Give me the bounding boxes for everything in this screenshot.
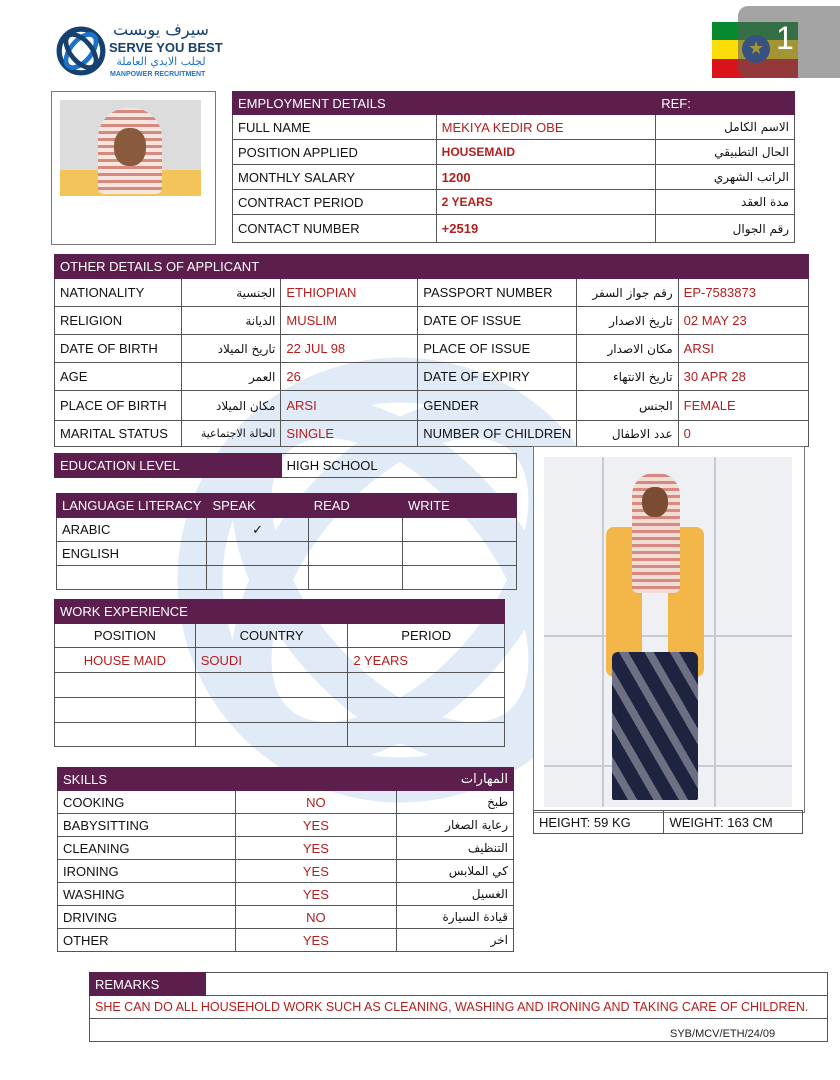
gender-label: GENDER xyxy=(418,391,577,421)
issue-place-label: PLACE OF ISSUE xyxy=(418,335,577,363)
document-code: SYB/MCV/ETH/24/09 xyxy=(670,1028,776,1040)
salary-label-ar: الراتب الشهري xyxy=(656,165,795,190)
skill-value: YES xyxy=(235,929,396,952)
skills-table xyxy=(57,767,514,952)
language-cell xyxy=(308,566,402,590)
employment-header: EMPLOYMENT DETAILS xyxy=(233,92,656,115)
speak-header: SPEAK xyxy=(207,494,308,518)
religion-label: RELIGION xyxy=(55,307,182,335)
remarks-header: REMARKS xyxy=(90,973,206,996)
skill-value: YES xyxy=(235,837,396,860)
language-cell xyxy=(402,518,516,542)
work-position: HOUSE MAID xyxy=(55,648,196,673)
other-details-header: OTHER DETAILS OF APPLICANT xyxy=(55,255,418,279)
nationality-label-ar: الجنسية xyxy=(181,279,281,307)
language-cell xyxy=(308,542,402,566)
full-name-label: FULL NAME xyxy=(233,115,437,140)
age-label-ar: العمر xyxy=(181,363,281,391)
logo-arabic: سيرف يوبست xyxy=(113,20,209,39)
birth-place-value: ARSI xyxy=(281,391,418,421)
passport-label-ar: رقم جواز السفر xyxy=(577,279,678,307)
marital-label-ar: الحالة الاجتماعية xyxy=(181,421,281,447)
work-position xyxy=(55,698,196,723)
position-label-ar: الحال التطبيقي xyxy=(656,140,795,165)
skill-name-ar: الغسيل xyxy=(397,883,514,906)
work-country xyxy=(195,723,348,747)
weight-value: WEIGHT: 163 CM xyxy=(664,811,803,834)
table-row xyxy=(58,837,514,860)
work-col-period: PERIOD xyxy=(348,624,505,648)
education-value: HIGH SCHOOL xyxy=(281,454,516,478)
passport-label: PASSPORT NUMBER xyxy=(418,279,577,307)
religion-label-ar: الديانة xyxy=(181,307,281,335)
language-cell xyxy=(308,518,402,542)
skill-name: WASHING xyxy=(58,883,236,906)
work-position xyxy=(55,723,196,747)
skill-name: DRIVING xyxy=(58,906,236,929)
work-country xyxy=(195,673,348,698)
page-number: 1 xyxy=(776,20,794,56)
gender-value: FEMALE xyxy=(678,391,808,421)
table-row xyxy=(57,518,517,542)
company-logo xyxy=(55,22,225,82)
employment-details-table xyxy=(232,91,795,243)
table-row xyxy=(55,648,505,673)
table-row xyxy=(55,673,505,698)
skill-value: NO xyxy=(235,791,396,814)
ref-label: REF: xyxy=(656,92,795,115)
skills-header: SKILLS xyxy=(58,768,397,791)
contract-value: 2 YEARS xyxy=(436,190,656,215)
nationality-label: NATIONALITY xyxy=(55,279,182,307)
skill-name: IRONING xyxy=(58,860,236,883)
work-position xyxy=(55,673,196,698)
issue-place-value: ARSI xyxy=(678,335,808,363)
logo-tagline: MANPOWER RECRUITMENT xyxy=(110,71,206,78)
full-body-photo xyxy=(533,446,805,813)
table-row xyxy=(55,723,505,747)
work-period xyxy=(348,673,505,698)
skill-value: YES xyxy=(235,814,396,837)
contract-label: CONTRACT PERIOD xyxy=(233,190,437,215)
contact-label: CONTACT NUMBER xyxy=(233,215,437,243)
language-name: ARABIC xyxy=(57,518,207,542)
work-country xyxy=(195,698,348,723)
work-period xyxy=(348,698,505,723)
issue-date-label: DATE OF ISSUE xyxy=(418,307,577,335)
expiry-value: 30 APR 28 xyxy=(678,363,808,391)
work-period xyxy=(348,723,505,747)
table-row xyxy=(58,814,514,837)
skill-name: OTHER xyxy=(58,929,236,952)
issue-date-value: 02 MAY 23 xyxy=(678,307,808,335)
table-row xyxy=(57,566,517,590)
language-name xyxy=(57,566,207,590)
portrait-photo xyxy=(51,91,216,245)
skill-value: YES xyxy=(235,860,396,883)
religion-value: MUSLIM xyxy=(281,307,418,335)
logo-emblem-icon xyxy=(55,25,107,77)
full-name-value: MEKIYA KEDIR OBE xyxy=(436,115,656,140)
salary-label: MONTHLY SALARY xyxy=(233,165,437,190)
education-table xyxy=(54,453,517,478)
read-header: READ xyxy=(308,494,402,518)
education-label: EDUCATION LEVEL xyxy=(55,454,282,478)
age-value: 26 xyxy=(281,363,418,391)
table-row xyxy=(55,698,505,723)
expiry-label-ar: تاريخ الانتهاء xyxy=(577,363,678,391)
work-experience-table xyxy=(54,599,505,747)
skill-name-ar: رعاية الصغار xyxy=(397,814,514,837)
dob-value: 22 JUL 98 xyxy=(281,335,418,363)
table-row xyxy=(58,929,514,952)
skill-name-ar: طبخ xyxy=(397,791,514,814)
work-col-position: POSITION xyxy=(55,624,196,648)
skill-value: YES xyxy=(235,883,396,906)
skill-name-ar: اخر xyxy=(397,929,514,952)
table-row xyxy=(58,883,514,906)
issue-date-label-ar: تاريخ الاصدار xyxy=(577,307,678,335)
table-row xyxy=(58,791,514,814)
dob-label-ar: تاريخ الميلاد xyxy=(181,335,281,363)
dob-label: DATE OF BIRTH xyxy=(55,335,182,363)
contact-label-ar: رقم الجوال xyxy=(656,215,795,243)
nationality-value: ETHIOPIAN xyxy=(281,279,418,307)
work-country: SOUDI xyxy=(195,648,348,673)
logo-name: SERVE YOU BEST xyxy=(109,40,223,55)
skills-header-ar: المهارات xyxy=(397,768,514,791)
skill-name-ar: التنظيف xyxy=(397,837,514,860)
skill-value: NO xyxy=(235,906,396,929)
table-row xyxy=(58,906,514,929)
skill-name-ar: كي الملابس xyxy=(397,860,514,883)
children-label: NUMBER OF CHILDREN xyxy=(418,421,577,447)
skill-name-ar: قيادة السيارة xyxy=(397,906,514,929)
language-cell xyxy=(402,542,516,566)
children-value: 0 xyxy=(678,421,808,447)
contact-value: +2519 xyxy=(436,215,656,243)
skill-name: CLEANING xyxy=(58,837,236,860)
language-header: LANGUAGE LITERACY xyxy=(57,494,207,518)
work-period: 2 YEARS xyxy=(348,648,505,673)
language-cell xyxy=(207,566,308,590)
full-name-label-ar: الاسم الكامل xyxy=(656,115,795,140)
skill-name: COOKING xyxy=(58,791,236,814)
language-cell xyxy=(402,566,516,590)
birth-place-label: PLACE OF BIRTH xyxy=(55,391,182,421)
marital-label: MARITAL STATUS xyxy=(55,421,182,447)
contract-label-ar: مدة العقد xyxy=(656,190,795,215)
expiry-label: DATE OF EXPIRY xyxy=(418,363,577,391)
write-header: WRITE xyxy=(402,494,516,518)
passport-value: EP-7583873 xyxy=(678,279,808,307)
work-experience-header: WORK EXPERIENCE xyxy=(55,600,348,624)
gender-label-ar: الجنس xyxy=(577,391,678,421)
age-label: AGE xyxy=(55,363,182,391)
issue-place-label-ar: مكان الاصدار xyxy=(577,335,678,363)
language-name: ENGLISH xyxy=(57,542,207,566)
language-cell xyxy=(207,542,308,566)
table-row xyxy=(57,542,517,566)
checkmark-icon: ✓ xyxy=(207,518,308,542)
language-table xyxy=(56,493,517,590)
children-label-ar: عدد الاطفال xyxy=(577,421,678,447)
salary-value: 1200 xyxy=(436,165,656,190)
position-label: POSITION APPLIED xyxy=(233,140,437,165)
marital-value: SINGLE xyxy=(281,421,418,447)
birth-place-label-ar: مكان الميلاد xyxy=(181,391,281,421)
measurements-table xyxy=(533,810,803,834)
other-details-table xyxy=(54,254,809,447)
work-col-country: COUNTRY xyxy=(195,624,348,648)
page-number-tab xyxy=(738,6,840,78)
remarks-text: SHE CAN DO ALL HOUSEHOLD WORK SUCH AS CLEANING, WASHING AND IRONING AND TAKING CARE OF CHILDREN. xyxy=(90,996,828,1019)
table-row xyxy=(58,860,514,883)
height-value: HEIGHT: 59 KG xyxy=(534,811,664,834)
skill-name: BABYSITTING xyxy=(58,814,236,837)
logo-arabic-sub: لجلب الايدي العاملة xyxy=(116,55,206,68)
position-value: HOUSEMAID xyxy=(436,140,656,165)
